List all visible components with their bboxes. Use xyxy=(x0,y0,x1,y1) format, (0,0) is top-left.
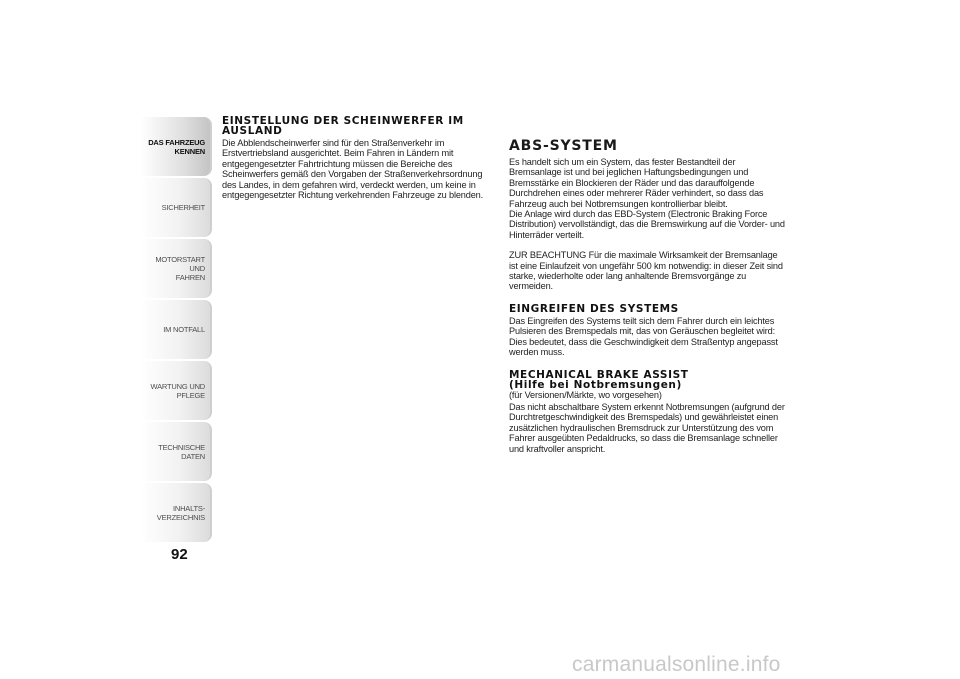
mba-heading: MECHANICAL BRAKE ASSIST xyxy=(509,368,689,381)
mba-heading-line2: (Hilfe bei Notbremsungen) xyxy=(509,378,682,391)
tab-wartung-und-pflege[interactable]: WARTUNG UND PFLEGE xyxy=(141,361,212,420)
right-column xyxy=(509,138,785,454)
mba-subtitle: (für Versionen/Märkte, wo vorgesehen) xyxy=(509,389,662,400)
abs-note: ZUR BEACHTUNG Für die maximale Wirksamkeit der Bremsanlage ist eine Einlaufzeit von ungefähr 500 km notwendig: in dieser Zeit sind starke, wiederholte oder lang anhaltende Bremsvorgänge zu vermeiden. xyxy=(509,250,783,292)
tab-motorstart-und-fahren[interactable]: MOTORSTART UND FAHREN xyxy=(141,239,212,298)
abs-paragraph-2: Die Anlage wird durch das EBD-System (Electronic Braking Force Distribution) vervollständigt, das die Bremswirkung auf die Vorder- und Hinterräder verteilt. xyxy=(509,209,785,240)
abs-heading: ABS-SYSTEM xyxy=(509,138,618,154)
page-number: 92 xyxy=(171,546,188,563)
eingreifen-paragraph: Das Eingreifen des Systems teilt sich dem Fahrer durch ein leichtes Pulsieren des Bremspedals mit, das von Geräuschen begleitet wird: Dies bedeutet, dass die Geschwindigkeit dem Straßentyp angepasst werden muss. xyxy=(509,315,778,358)
watermark: carmanualsonline.info xyxy=(572,653,781,676)
left-column xyxy=(222,116,492,200)
eingreifen-heading: EINGREIFEN DES SYSTEMS xyxy=(509,302,679,315)
chapter-sidebar xyxy=(141,117,212,544)
abs-paragraph-1: Es handelt sich um ein System, das fester Bestandteil der Bremsanlage ist und bei jeglichen Haftungsbedingungen und Bremsstärke ein Blockieren der Räder und das darauffolgende Durchdrehen eines oder mehrerer Räder verhindert, so dass das Fahrzeug auch bei Notbremsungen kontrollierbar bleibt. xyxy=(509,157,764,209)
tab-sicherheit[interactable]: SICHERHEIT xyxy=(141,178,212,237)
section-heading-scheinwerfer: EINSTELLUNG DER SCHEINWERFER IM xyxy=(222,115,464,127)
tab-inhaltsverzeichnis[interactable]: INHALTS- VERZEICHNIS xyxy=(141,483,212,542)
section-heading-scheinwerfer-line2: AUSLAND xyxy=(222,125,283,137)
tab-das-fahrzeug-kennen[interactable]: DAS FAHRZEUG KENNEN xyxy=(141,117,212,176)
tab-technische-daten[interactable]: TECHNISCHE DATEN xyxy=(141,422,212,481)
tab-im-notfall[interactable]: IM NOTFALL xyxy=(141,300,212,359)
mba-paragraph: Das nicht abschaltbare System erkennt Notbremsungen (aufgrund der Durchtretgeschwindigkeit des Bremspedals) und gewährleistet einen zusätzlichen hydraulischen Bremsdruck zur Unterstützung des vom Fahrer ausgeübten Pedaldrucks, so dass die Bremsanlage schneller und kraftvoller anspricht. xyxy=(509,401,785,454)
scheinwerfer-paragraph: Die Abblendscheinwerfer sind für den Straßenverkehr im Erstvertriebsland ausgerichtet. Beim Fahren in Ländern mit entgegengesetzter Fahrtrichtung müssen die Bereiche des Scheinwerfers gemäß den Vorgaben der Straßenverkehrsordnung des Landes, in dem gefahren wird, verdeckt werden, um keine in entgegengesetzter Richtung verkehrenden Fahrzeuge zu blenden. xyxy=(222,138,484,201)
